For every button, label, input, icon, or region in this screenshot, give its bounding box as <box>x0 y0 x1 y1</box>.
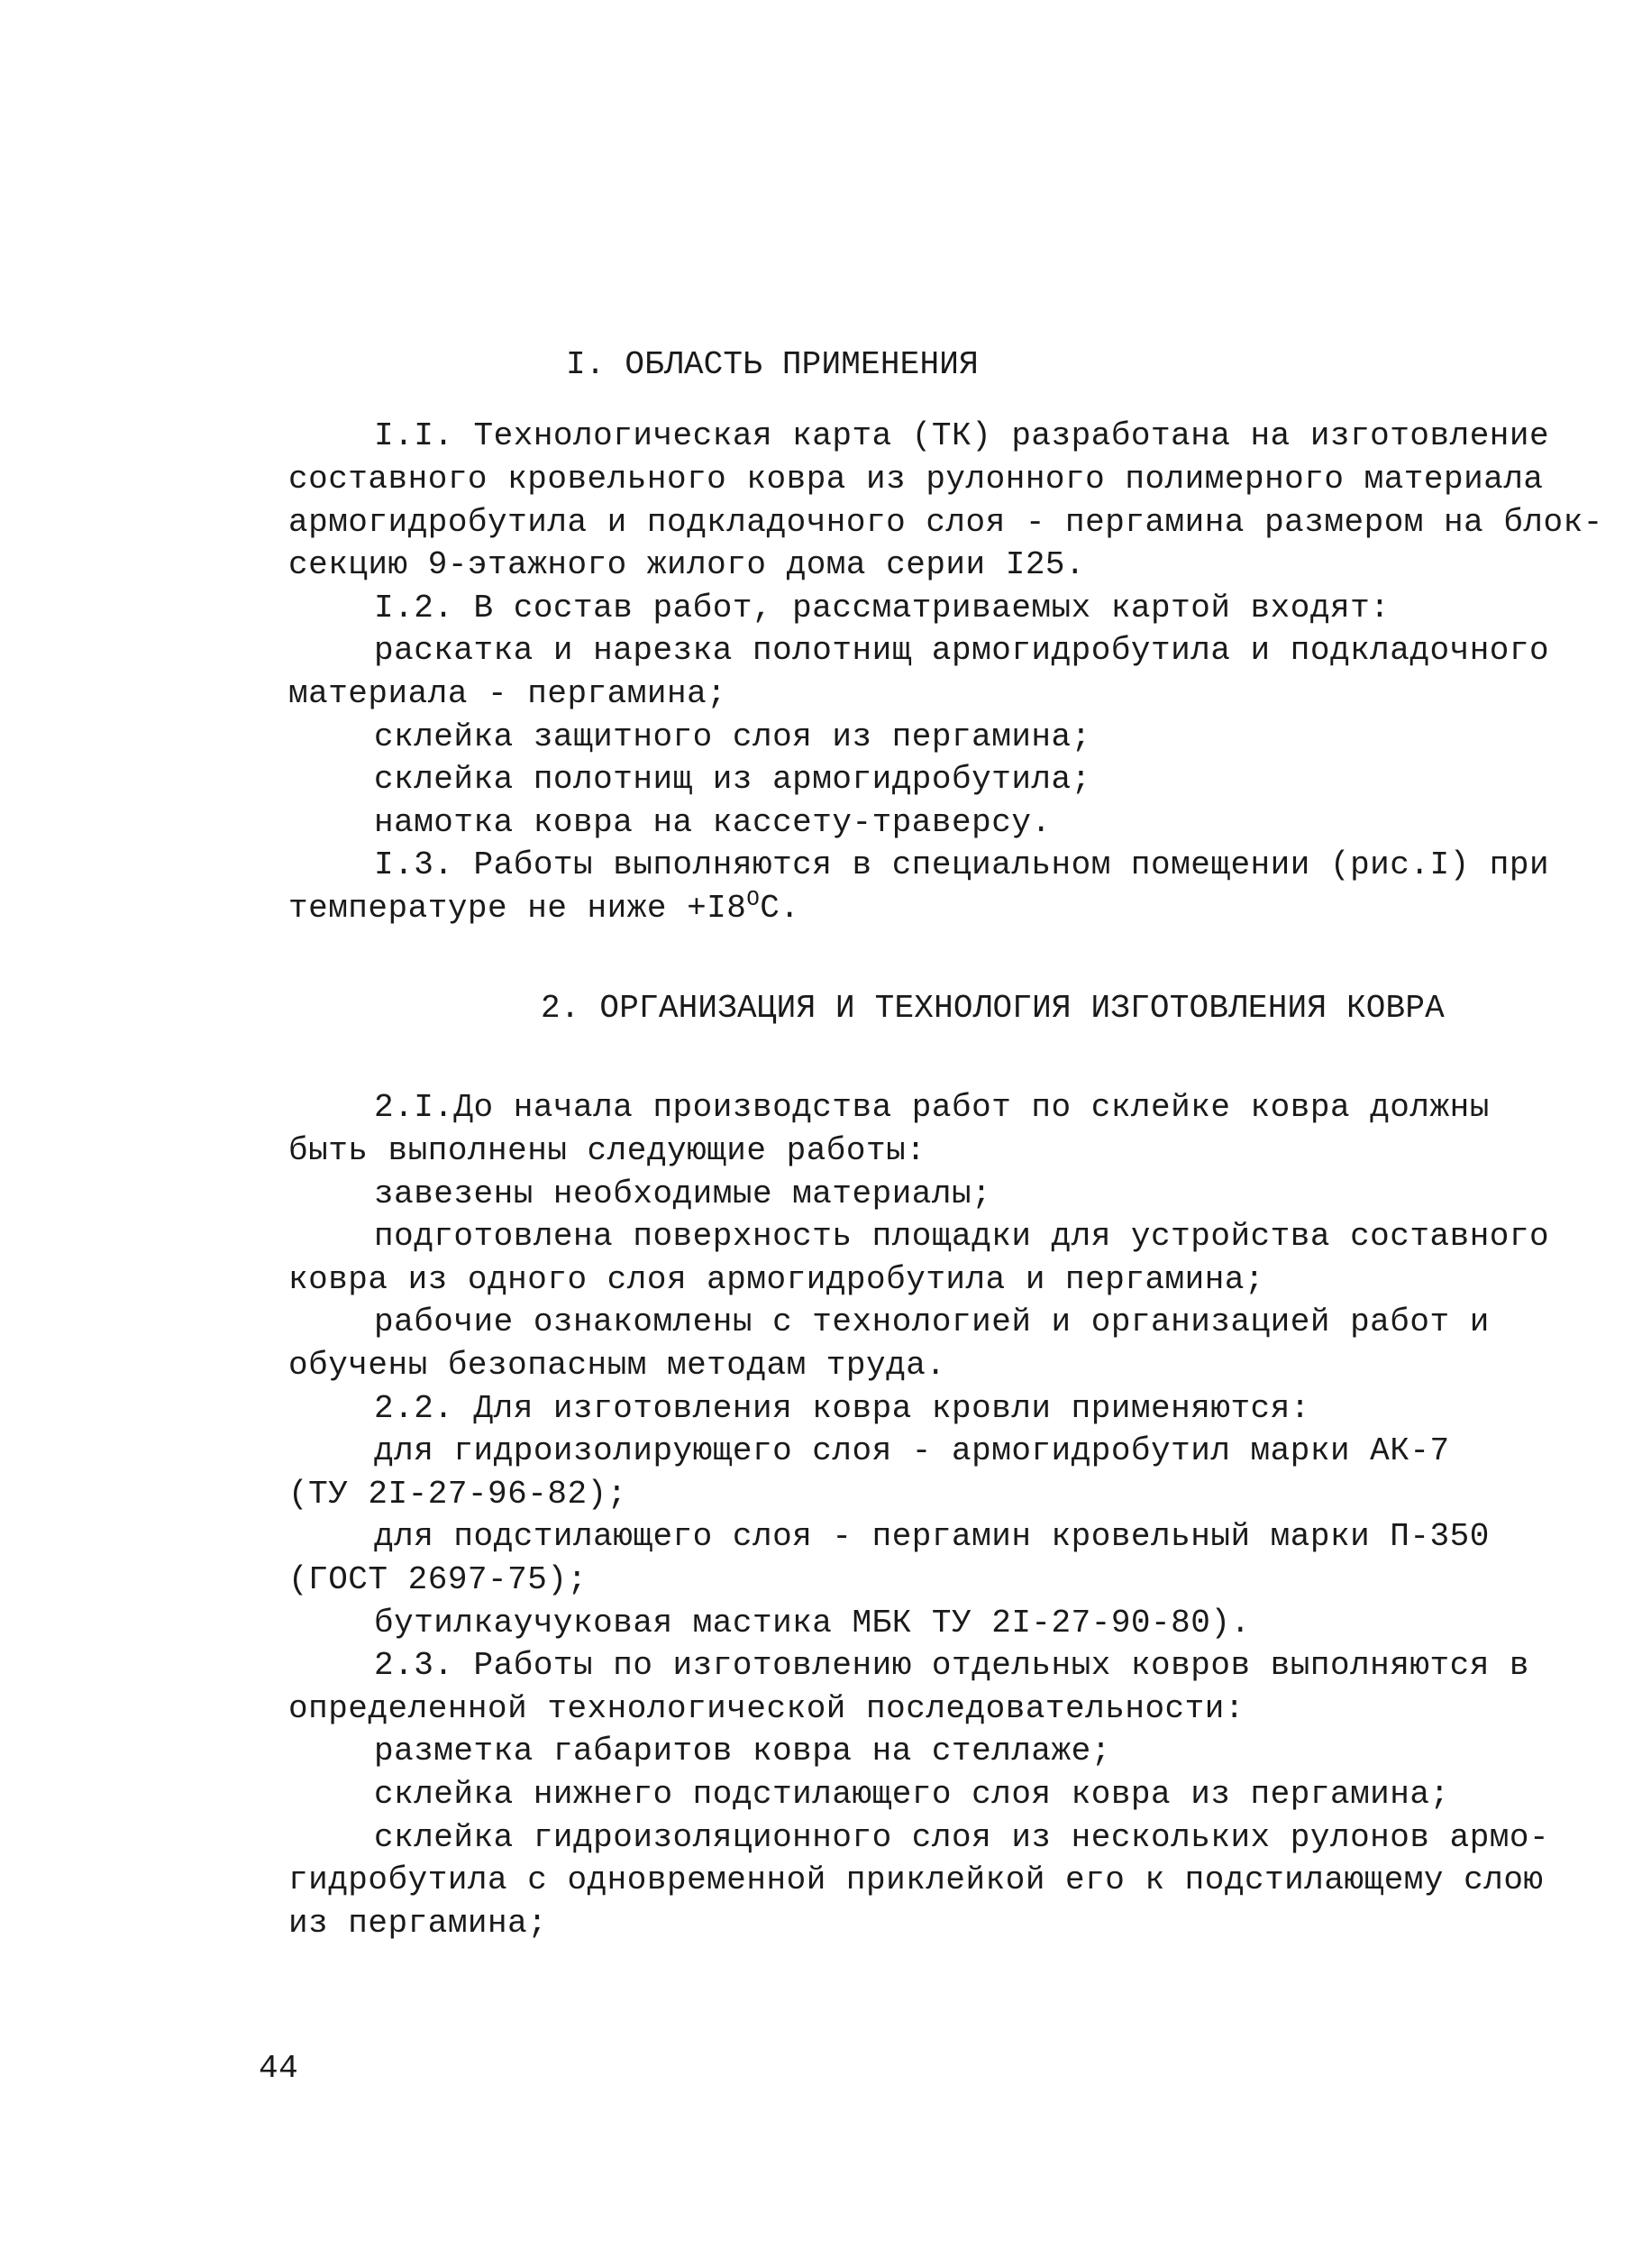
s2-line-13: бутилкаучуковая мастика МБК ТУ 2I-27-90-80). <box>374 1605 1251 1642</box>
work-item-1-cont: материала - пергамина; <box>288 675 727 712</box>
work-item-2: склейка защитного слоя из пергамина; <box>374 718 1091 755</box>
paragraph-1-3-line-1: I.3. Работы выполняются в специальном помещении (рис.I) при <box>374 846 1550 883</box>
paragraph-1-1-line-1: I.I. Технологическая карта (ТК) разработана на изготовление <box>374 417 1550 454</box>
s2-line-18: склейка гидроизоляционного слоя из нескольких рулонов армо- <box>374 1819 1550 1856</box>
degree-sign: О <box>746 888 761 912</box>
s2-line-2: быть выполнены следующие работы: <box>288 1132 926 1169</box>
s2-line-3: завезены необходимые материалы; <box>374 1175 992 1212</box>
s2-line-14: 2.3. Работы по изготовлению отдельных ковров выполняются в <box>374 1647 1530 1684</box>
paragraph-1-3-line-2 <box>288 887 800 930</box>
s2-line-1: 2.I.До начала производства работ по склейке ковра должны <box>374 1089 1490 1126</box>
work-item-1: раскатка и нарезка полотнищ армогидробутила и подкладочного <box>374 632 1550 669</box>
s2-line-12: (ГОСТ 2697-75); <box>288 1561 588 1598</box>
section-1-heading: I. ОБЛАСТЬ ПРИМЕНЕНИЯ <box>566 346 979 383</box>
paragraph-1-3-text: температуре не ниже +I8 <box>288 890 747 927</box>
paragraph-1-1-line-4: секцию 9-этажного жилого дома серии I25. <box>288 546 1086 583</box>
s2-line-17: склейка нижнего подстилающего слоя ковра из пергамина; <box>374 1776 1450 1813</box>
s2-line-15: определенной технологической последовательности: <box>288 1690 1245 1727</box>
paragraph-1-1-line-2: составного кровельного ковра из рулонного полимерного материала <box>288 461 1544 498</box>
s2-line-19: гидробутила с одновременной приклейкой его к подстилающему слою <box>288 1861 1544 1898</box>
s2-line-9: для гидроизолирующего слоя - армогидробутил марки АК-7 <box>374 1432 1450 1469</box>
paragraph-1-1-line-3: армогидробутила и подкладочного слоя - пергамина размером на блок- <box>288 504 1603 541</box>
s2-line-6: рабочие ознакомлены с технологией и организацией работ и <box>374 1303 1490 1340</box>
work-item-4: намотка ковра на кассету-траверсу. <box>374 804 1052 841</box>
s2-line-11: для подстилающего слоя - пергамин кровельный марки П-350 <box>374 1518 1490 1555</box>
s2-line-7: обучены безопасным методам труда. <box>288 1347 946 1384</box>
s2-line-8: 2.2. Для изготовления ковра кровли применяются: <box>374 1390 1310 1427</box>
paragraph-1-2: I.2. В состав работ, рассматриваемых картой входят: <box>374 590 1391 626</box>
paragraph-1-3-unit: С. <box>760 890 800 927</box>
page-number: 44 <box>259 2050 299 2087</box>
s2-line-10: (ТУ 2I-27-96-82); <box>288 1476 627 1513</box>
section-2-heading: 2. ОРГАНИЗАЦИЯ И ТЕХНОЛОГИЯ ИЗГОТОВЛЕНИЯ КОВРА <box>541 990 1445 1027</box>
s2-line-4: подготовлена поверхность площадки для устройства составного <box>374 1218 1550 1255</box>
work-item-3: склейка полотнищ из армогидробутила; <box>374 761 1091 798</box>
s2-line-5: ковра из одного слоя армогидробутила и пергамина; <box>288 1261 1265 1298</box>
s2-line-16: разметка габаритов ковра на стеллаже; <box>374 1733 1111 1770</box>
s2-line-20: из пергамина; <box>288 1905 548 1942</box>
